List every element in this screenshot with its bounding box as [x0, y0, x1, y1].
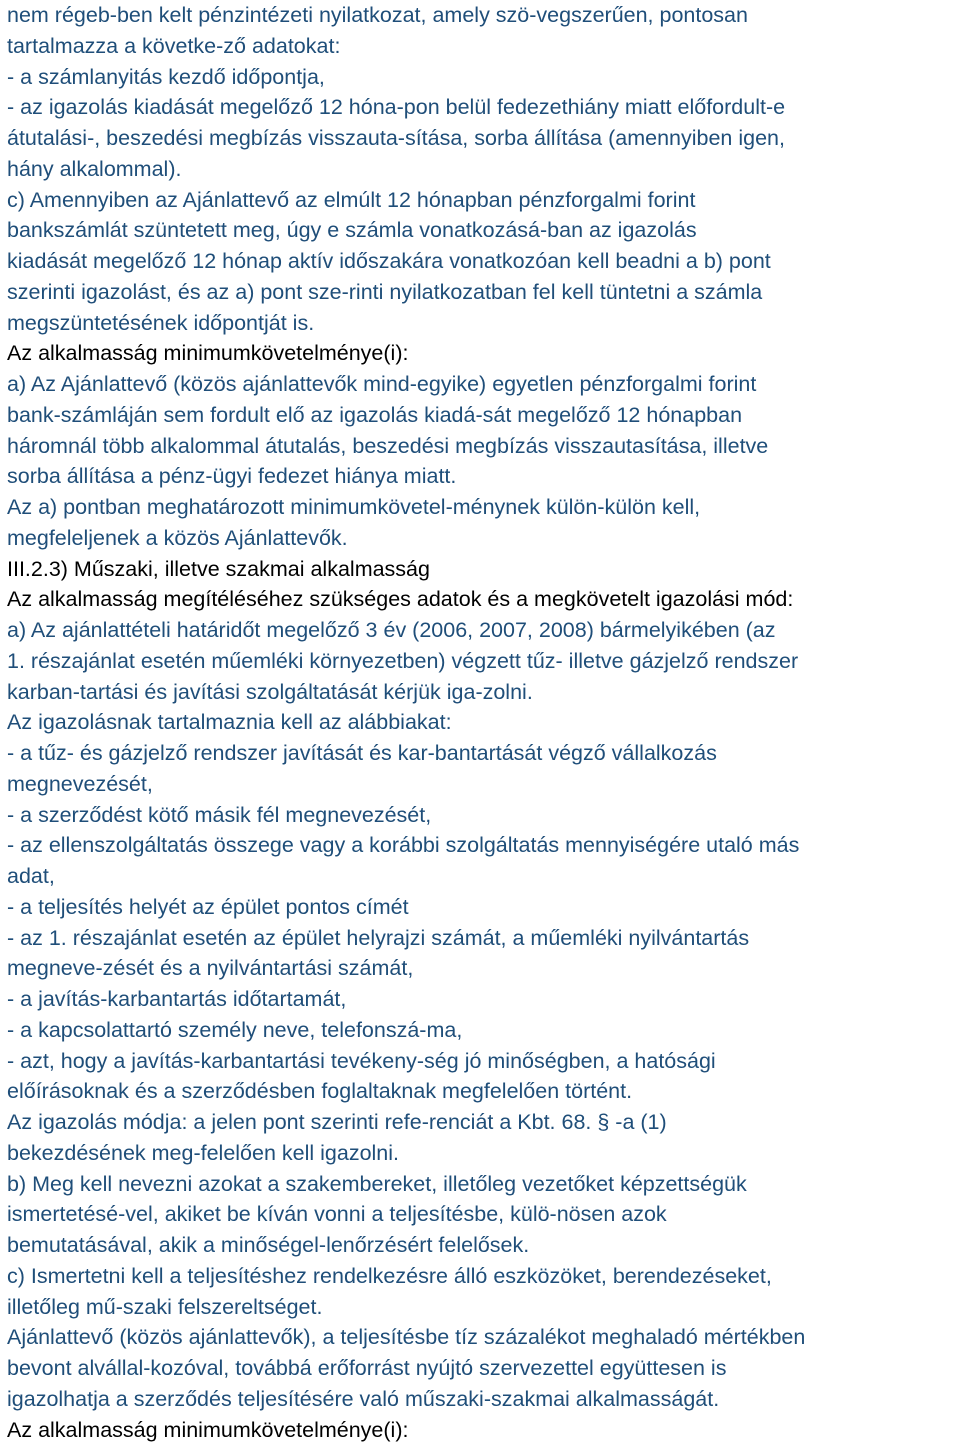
document-line: bevont alvállal-kozóval, továbbá erőforrást nyújtó szervezettel együttesen is [7, 1353, 960, 1384]
document-line: - a tűz- és gázjelző rendszer javítását és kar-bantartását végző vállalkozás [7, 738, 960, 769]
document-line: hány alkalommal). [7, 154, 960, 185]
document-line: Az igazolás módja: a jelen pont szerinti refe-renciát a Kbt. 68. § -a (1) [7, 1107, 960, 1138]
document-line: szerinti igazolást, és az a) pont sze-rinti nyilatkozatban fel kell tüntetni a számla [7, 277, 960, 308]
document-line: - a kapcsolattartó személy neve, telefonszá-ma, [7, 1015, 960, 1046]
document-line: a) Az ajánlattételi határidőt megelőző 3 év (2006, 2007, 2008) bármelyikében (az [7, 615, 960, 646]
document-line: - a számlanyitás kezdő időpontja, [7, 62, 960, 93]
document-line: - az igazolás kiadását megelőző 12 hóna-pon belül fedezethiány miatt előfordult-e [7, 92, 960, 123]
document-line: megnevezését, [7, 769, 960, 800]
document-line: megfeleljenek a közös Ajánlattevők. [7, 523, 960, 554]
document-line: - a javítás-karbantartás időtartamát, [7, 984, 960, 1015]
document-line: bemutatásával, akik a minőségel-lenőrzésért felelősek. [7, 1230, 960, 1261]
document-line: kiadását megelőző 12 hónap aktív időszakára vonatkozóan kell beadni a b) pont [7, 246, 960, 277]
document-line: bankszámlát szüntetett meg, úgy e számla vonatkozásá-ban az igazolás [7, 215, 960, 246]
document-line: Az igazolásnak tartalmaznia kell az alábbiakat: [7, 707, 960, 738]
document-line: igazolhatja a szerződés teljesítésére való műszaki-szakmai alkalmasságát. [7, 1384, 960, 1415]
document-line: megneve-zését és a nyilvántartási számát, [7, 953, 960, 984]
document-line: Az alkalmasság minimumkövetelménye(i): [7, 1415, 960, 1445]
document-line: előírásoknak és a szerződésben foglaltaknak megfelelően történt. [7, 1076, 960, 1107]
document-line: a) Az Ajánlattevő (közös ajánlattevők mind-egyike) egyetlen pénzforgalmi forint [7, 369, 960, 400]
document-line: karban-tartási és javítási szolgáltatását kérjük iga-zolni. [7, 677, 960, 708]
document-line: - az ellenszolgáltatás összege vagy a korábbi szolgáltatás mennyiségére utaló más [7, 830, 960, 861]
document-line: Az a) pontban meghatározott minimumkövetel-ménynek külön-külön kell, [7, 492, 960, 523]
document-line: b) Meg kell nevezni azokat a szakembereket, illetőleg vezetőket képzettségük [7, 1169, 960, 1200]
document-line: bekezdésének meg-felelően kell igazolni. [7, 1138, 960, 1169]
document-line: sorba állítása a pénz-ügyi fedezet hiánya miatt. [7, 461, 960, 492]
document-line: Az alkalmasság megítéléséhez szükséges adatok és a megkövetelt igazolási mód: [7, 584, 960, 615]
document-line: ismertetésé-vel, akiket be kíván vonni a teljesítésbe, külö-nösen azok [7, 1199, 960, 1230]
document-line: adat, [7, 861, 960, 892]
document-line: nem régeb-ben kelt pénzintézeti nyilatkozat, amely szö-vegszerűen, pontosan [7, 0, 960, 31]
document-line: - azt, hogy a javítás-karbantartási tevékeny-ség jó minőségben, a hatósági [7, 1046, 960, 1077]
document-line: Ajánlattevő (közös ajánlattevők), a teljesítésbe tíz százalékot meghaladó mértékben [7, 1322, 960, 1353]
document-line: átutalási-, beszedési megbízás visszauta-sítása, sorba állítása (amennyiben igen, [7, 123, 960, 154]
document-line: III.2.3) Műszaki, illetve szakmai alkalmasság [7, 554, 960, 585]
document-line: c) Ismertetni kell a teljesítéshez rendelkezésre álló eszközöket, berendezéseket, [7, 1261, 960, 1292]
document-line: - a teljesítés helyét az épület pontos címét [7, 892, 960, 923]
document-line: - a szerződést kötő másik fél megnevezését, [7, 800, 960, 831]
document-line: 1. részajánlat esetén műemléki környezetben) végzett tűz- illetve gázjelző rendszer [7, 646, 960, 677]
document-line: Az alkalmasság minimumkövetelménye(i): [7, 338, 960, 369]
document-line: c) Amennyiben az Ajánlattevő az elmúlt 12 hónapban pénzforgalmi forint [7, 185, 960, 216]
document-line: bank-számláján sem fordult elő az igazolás kiadá-sát megelőző 12 hónapban [7, 400, 960, 431]
document-line: tartalmazza a követke-ző adatokat: [7, 31, 960, 62]
document-line: illetőleg mű-szaki felszereltséget. [7, 1292, 960, 1323]
document-line: - az 1. részajánlat esetén az épület helyrajzi számát, a műemléki nyilvántartás [7, 923, 960, 954]
document-line: háromnál több alkalommal átutalás, beszedési megbízás visszautasítása, illetve [7, 431, 960, 462]
document-line: megszüntetésének időpontját is. [7, 308, 960, 339]
